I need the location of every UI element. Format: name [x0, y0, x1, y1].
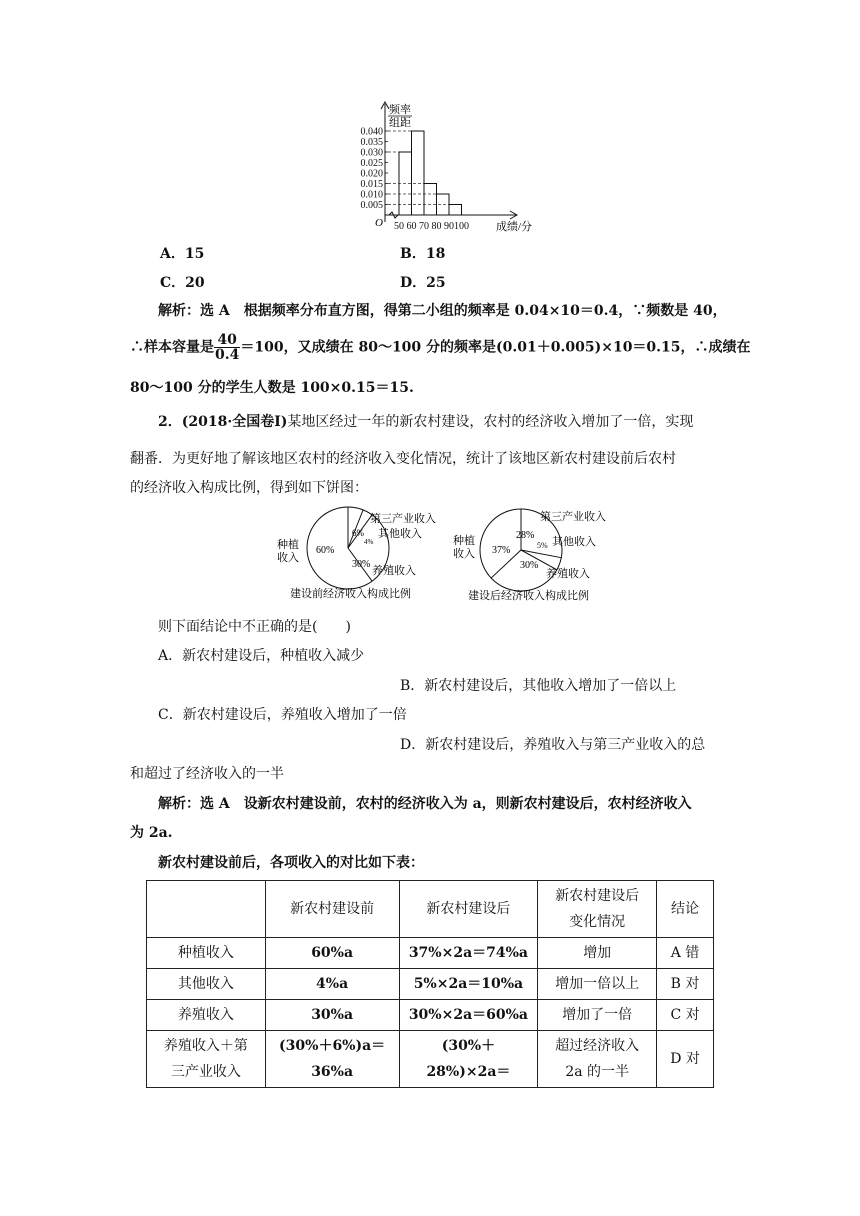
hist-ylabel-top: 频率: [389, 104, 411, 116]
table-cell: [147, 1031, 266, 1088]
q1-option-c: C．20: [160, 275, 205, 291]
x-tick-label: 70: [419, 221, 429, 232]
q1-solution-line2-post: ＝100，又成绩在 80～100 分的频率是(0.01＋0.005)×10＝0.15，∴成绩在: [240, 339, 751, 356]
pie-before-label-plant-1: 种植: [277, 539, 299, 551]
fraction-denominator: 0.4: [215, 347, 240, 363]
table-cell-line: 36%a: [311, 1064, 354, 1080]
y-tick-label: 0.010: [360, 189, 383, 201]
table-header-change-line1: 新农村建设后: [555, 888, 640, 904]
y-tick-label: 0.030: [360, 147, 383, 159]
hist-ylabel-bottom: 组距: [389, 117, 411, 129]
table-header-empty: [147, 881, 266, 938]
hist-xlabel: 成绩/分: [496, 221, 533, 233]
q2-stem-line2: 翻番．为更好地了解该地区农村的经济收入变化情况，统计了该地区新农村建设前后农村: [130, 451, 676, 467]
pie-after-pct-plant: 37%: [492, 545, 511, 556]
table-header-after: 新农村建设后: [399, 881, 538, 938]
y-tick-label: 0.005: [360, 200, 383, 211]
pie-before-caption: 建设前经济收入构成比例: [290, 588, 411, 600]
y-tick-label: 0.040: [360, 126, 383, 138]
sample-size-fraction: [214, 333, 240, 362]
table-cell: [538, 1031, 657, 1088]
pie-before: [277, 507, 436, 600]
histogram-bar: [412, 131, 425, 215]
table-cell: C 对: [657, 1000, 714, 1031]
y-tick-label: 0.020: [360, 168, 383, 180]
table-cell: 5%×2a＝10%a: [399, 969, 538, 1000]
table-cell: 60%a: [265, 938, 399, 969]
table-cell-line: (30%＋6%)a＝: [279, 1038, 386, 1054]
table-cell-line: 28%)×2a＝: [426, 1064, 511, 1080]
pie-before-label-other: 其他收入: [378, 528, 422, 540]
table-cell: [265, 1031, 399, 1088]
table-cell: 增加一倍以上: [538, 969, 657, 1000]
pie-after-caption: 建设后经济收入构成比例: [468, 590, 589, 602]
table-header-change: [538, 881, 657, 938]
q1-solution-line2-pre: ∴样本容量是: [130, 339, 214, 356]
y-tick-label: 0.015: [360, 179, 383, 190]
table-cell: 30%×2a＝60%a: [399, 1000, 538, 1031]
table-row: [147, 1000, 714, 1031]
pie-before-pct-tertiary: 6%: [352, 528, 364, 538]
fraction-numerator: 40: [214, 333, 240, 348]
q1-option-d: D．25: [400, 275, 446, 291]
table-header-change-line2: 变化情况: [569, 914, 626, 930]
y-tick-label: 0.025: [360, 158, 383, 169]
histogram-bar: [424, 184, 437, 216]
pie-before-pct-plant: 60%: [316, 545, 335, 556]
pie-after-label-plant-1: 种植: [453, 535, 475, 547]
q2-option-d-line2: 和超过了经济收入的一半: [130, 766, 284, 782]
comparison-table: [146, 880, 714, 1088]
table-cell-line: 三产业收入: [170, 1064, 241, 1080]
frequency-histogram: [340, 96, 540, 236]
table-cell: 增加: [538, 938, 657, 969]
x-tick-label: 80: [431, 221, 442, 232]
pie-after-label-breed: 养殖收入: [546, 568, 590, 580]
table-cell: B 对: [657, 969, 714, 1000]
table-header-row: [147, 881, 714, 938]
pie-before-label-tertiary: 第三产业收入: [370, 513, 436, 525]
x-tick-label: 50: [394, 221, 404, 232]
histogram-bar: [449, 205, 462, 216]
pie-after-label-plant-2: 收入: [453, 548, 475, 560]
table-cell-line: (30%＋: [441, 1038, 496, 1054]
q2-option-a: A．新农村建设后，种植收入减少: [158, 648, 365, 664]
pie-charts: [270, 505, 620, 605]
y-tick-label: 0.035: [360, 137, 383, 148]
q2-stem-text: 某地区经过一年的新农村建设，农村的经济收入增加了一倍，实现: [287, 414, 694, 430]
table-row: [147, 969, 714, 1000]
table-row: [147, 938, 714, 969]
table-cell: 30%a: [265, 1000, 399, 1031]
q2-solution-line2: 为 2a.: [130, 825, 173, 841]
pie-before-pct-other: 4%: [364, 538, 374, 546]
table-cell: D 对: [657, 1031, 714, 1088]
table-cell: A 错: [657, 938, 714, 969]
q2-option-b: B．新农村建设后，其他收入增加了一倍以上: [400, 678, 677, 694]
pie-after: [453, 509, 606, 602]
pie-after-pct-breed: 30%: [520, 560, 539, 571]
q2-option-d-line1: D．新农村建设后，养殖收入与第三产业收入的总: [400, 737, 706, 753]
q2-option-c: C．新农村建设后，养殖收入增加了一倍: [158, 707, 407, 723]
q2-stem-line3: 的经济收入构成比例，得到如下饼图：: [130, 480, 368, 496]
q1-option-b: B．18: [400, 246, 446, 262]
pie-before-pct-breed: 30%: [352, 559, 371, 570]
pie-after-pct-other: 5%: [537, 541, 548, 550]
table-header-conclusion: 结论: [657, 881, 714, 938]
hist-origin: O: [375, 217, 383, 229]
table-cell: 37%×2a＝74%a: [399, 938, 538, 969]
q1-solution-line1: 解析：选 A 根据频率分布直方图，得第二小组的频率是 0.04×10＝0.4，∵频数是 40，: [158, 303, 727, 319]
table-cell: 其他收入: [147, 969, 266, 1000]
table-cell: [399, 1031, 538, 1088]
table-cell-line: 超过经济收入: [555, 1038, 640, 1054]
table-cell: 4%a: [265, 969, 399, 1000]
q1-solution-line3: 80～100 分的学生人数是 100×0.15＝15.: [130, 380, 414, 396]
pie-after-pct-tertiary: 28%: [516, 530, 535, 541]
q2-solution-line1: 解析：选 A 设新农村建设前，农村的经济收入为 a，则新农村建设后，农村经济收入: [158, 796, 692, 812]
q1-solution-line2: [130, 333, 751, 362]
table-cell-line: 养殖收入＋第: [163, 1038, 248, 1054]
table-row: [147, 1031, 714, 1088]
pie-before-label-plant-2: 收入: [277, 552, 299, 564]
table-cell: 种植收入: [147, 938, 266, 969]
table-header-before: 新农村建设前: [265, 881, 399, 938]
pie-after-label-other: 其他收入: [552, 536, 596, 548]
q1-option-a: A．15: [160, 246, 205, 262]
x-tick-label: 90: [444, 221, 454, 232]
table-cell-line: 2a 的一半: [565, 1064, 630, 1080]
pie-before-label-breed: 养殖收入: [372, 565, 416, 577]
table-intro: 新农村建设前后，各项收入的对比如下表：: [158, 855, 424, 871]
q2-stem-line1: [158, 412, 693, 432]
x-tick-label: 100: [454, 221, 469, 232]
table-cell: 增加了一倍: [538, 1000, 657, 1031]
x-tick-label: 60: [406, 221, 417, 232]
table-cell: 养殖收入: [147, 1000, 266, 1031]
pie-after-label-tertiary: 第三产业收入: [540, 511, 606, 523]
q2-question: 则下面结论中不正确的是( ): [158, 619, 351, 635]
q2-source: 2．(2018·全国卷Ⅰ): [158, 414, 288, 430]
